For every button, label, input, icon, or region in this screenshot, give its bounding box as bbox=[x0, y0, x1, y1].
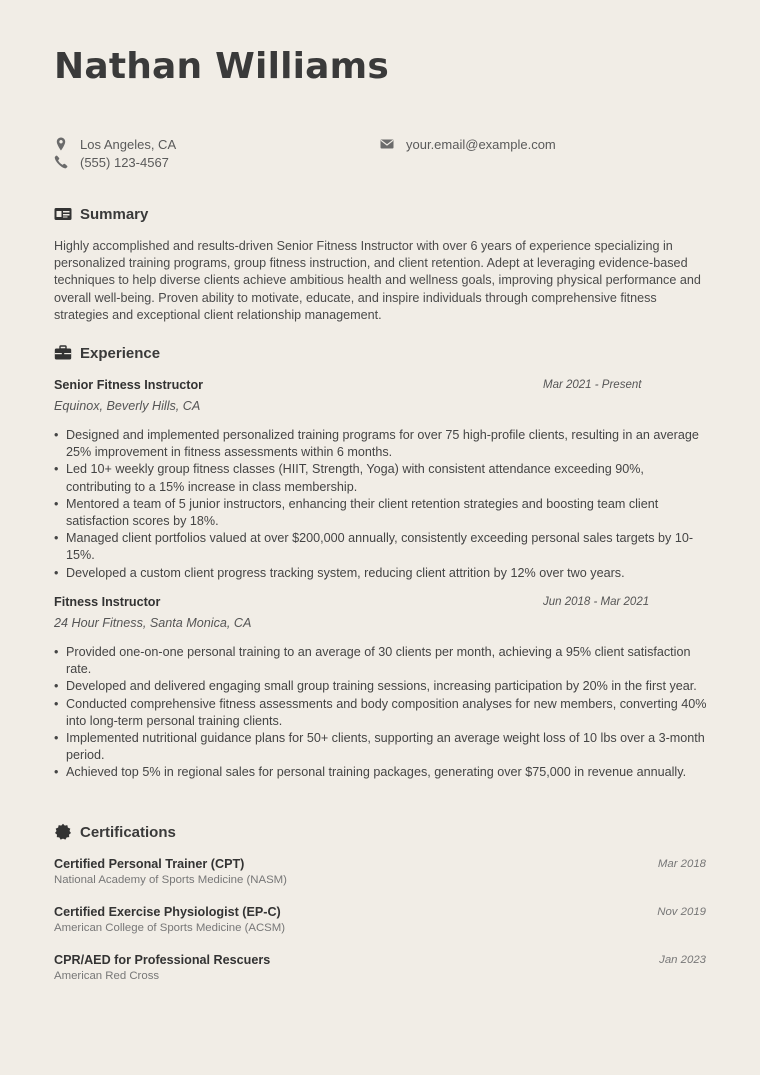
list-item: • Provided one-on-one personal training to an average of 30 clients per month, achieving a 95% client satisfaction rate. bbox=[54, 644, 709, 678]
certification-date: Mar 2018 bbox=[657, 858, 706, 870]
list-item: • Mentored a team of 5 junior instructors, enhancing their client retention strategies and boosting team client satisfaction scores by 18%. bbox=[54, 496, 709, 530]
phone-icon bbox=[54, 155, 68, 169]
badge-icon bbox=[54, 823, 72, 841]
certification-org: National Academy of Sports Medicine (NASM) bbox=[54, 874, 287, 886]
job-date: Jun 2018 - Mar 2021 bbox=[543, 596, 650, 608]
job-company: 24 Hour Fitness, Santa Monica, CA bbox=[54, 616, 252, 630]
certification-name: Certified Personal Trainer (CPT) bbox=[54, 857, 245, 871]
list-item: • Developed and delivered engaging small group training sessions, increasing participation by 20% in the first year. bbox=[54, 678, 709, 695]
certifications-heading bbox=[54, 823, 176, 841]
briefcase-icon bbox=[54, 344, 72, 362]
certification-name: Certified Exercise Physiologist (EP-C) bbox=[54, 905, 281, 919]
list-item: • Implemented nutritional guidance plans for 50+ clients, supporting an average weight loss of 10 lbs over a 3-month period. bbox=[54, 730, 709, 764]
phone-text: (555) 123-4567 bbox=[80, 154, 169, 170]
job-entry bbox=[54, 378, 709, 582]
summary-heading bbox=[54, 205, 148, 223]
job-title: Senior Fitness Instructor bbox=[54, 378, 204, 392]
certification-org: American College of Sports Medicine (ACSM) bbox=[54, 922, 286, 934]
phone-row bbox=[54, 153, 176, 171]
certification-org: American Red Cross bbox=[54, 970, 160, 982]
contact-right-column bbox=[380, 135, 556, 153]
list-item: • Managed client portfolios valued at over $200,000 annually, consistently exceeding personal sales targets by 10-15%. bbox=[54, 530, 709, 564]
job-date: Mar 2021 - Present bbox=[543, 379, 642, 391]
certification-date: Jan 2023 bbox=[659, 954, 706, 966]
job-entry bbox=[54, 595, 709, 782]
list-item: • Achieved top 5% in regional sales for personal training packages, generating over $75,000 in revenue annually. bbox=[54, 764, 709, 781]
experience-title: Experience bbox=[80, 344, 161, 362]
location-text: Los Angeles, CA bbox=[80, 136, 177, 152]
experience-heading bbox=[54, 344, 160, 362]
location-row bbox=[54, 135, 176, 153]
job-title: Fitness Instructor bbox=[54, 595, 161, 609]
job-company: Equinox, Beverly Hills, CA bbox=[54, 399, 201, 413]
candidate-name: Nathan Williams bbox=[54, 46, 390, 87]
job-bullets bbox=[54, 644, 709, 782]
summary-title: Summary bbox=[80, 205, 149, 223]
certification-entry bbox=[54, 905, 706, 934]
list-item: • Led 10+ weekly group fitness classes (HIIT, Strength, Yoga) with consistent attendance exceeding 90%, contributing to a 15% increase in class membership. bbox=[54, 461, 709, 495]
list-item: • Conducted comprehensive fitness assessments and body composition analyses for new members, converting 40% into long-term personal training clients. bbox=[54, 696, 709, 730]
list-item: • Developed a custom client progress tracking system, reducing client attrition by 12% over two years. bbox=[54, 565, 709, 582]
summary-text: Highly accomplished and results-driven Senior Fitness Instructor with over 6 years of experience specializing in personalized training programs, group fitness instruction, and client retention. Adept at leveraging evidence-based techniques to help diverse clients achieve ambitious health and wellness goals, improving physical performance and overall well-being. Proven ability to motivate, educate, and inspire individuals through comprehensive fitness strategies and exceptional client relationship management. bbox=[54, 239, 701, 322]
certification-entry bbox=[54, 953, 706, 982]
contact-left-column bbox=[54, 135, 176, 171]
map-pin-icon bbox=[54, 137, 68, 151]
certification-entry bbox=[54, 857, 706, 886]
job-bullets bbox=[54, 427, 709, 582]
certification-name: CPR/AED for Professional Rescuers bbox=[54, 953, 271, 967]
id-card-icon bbox=[54, 205, 72, 223]
email-text[interactable]: your.email@example.com bbox=[406, 136, 556, 152]
email-row bbox=[380, 135, 556, 153]
envelope-icon bbox=[380, 137, 394, 151]
certifications-title: Certifications bbox=[80, 823, 176, 841]
list-item: • Designed and implemented personalized training programs for over 75 high-profile clients, resulting in an average 25% improvement in fitness assessments within 6 months. bbox=[54, 427, 709, 461]
certification-date: Nov 2019 bbox=[657, 906, 706, 918]
